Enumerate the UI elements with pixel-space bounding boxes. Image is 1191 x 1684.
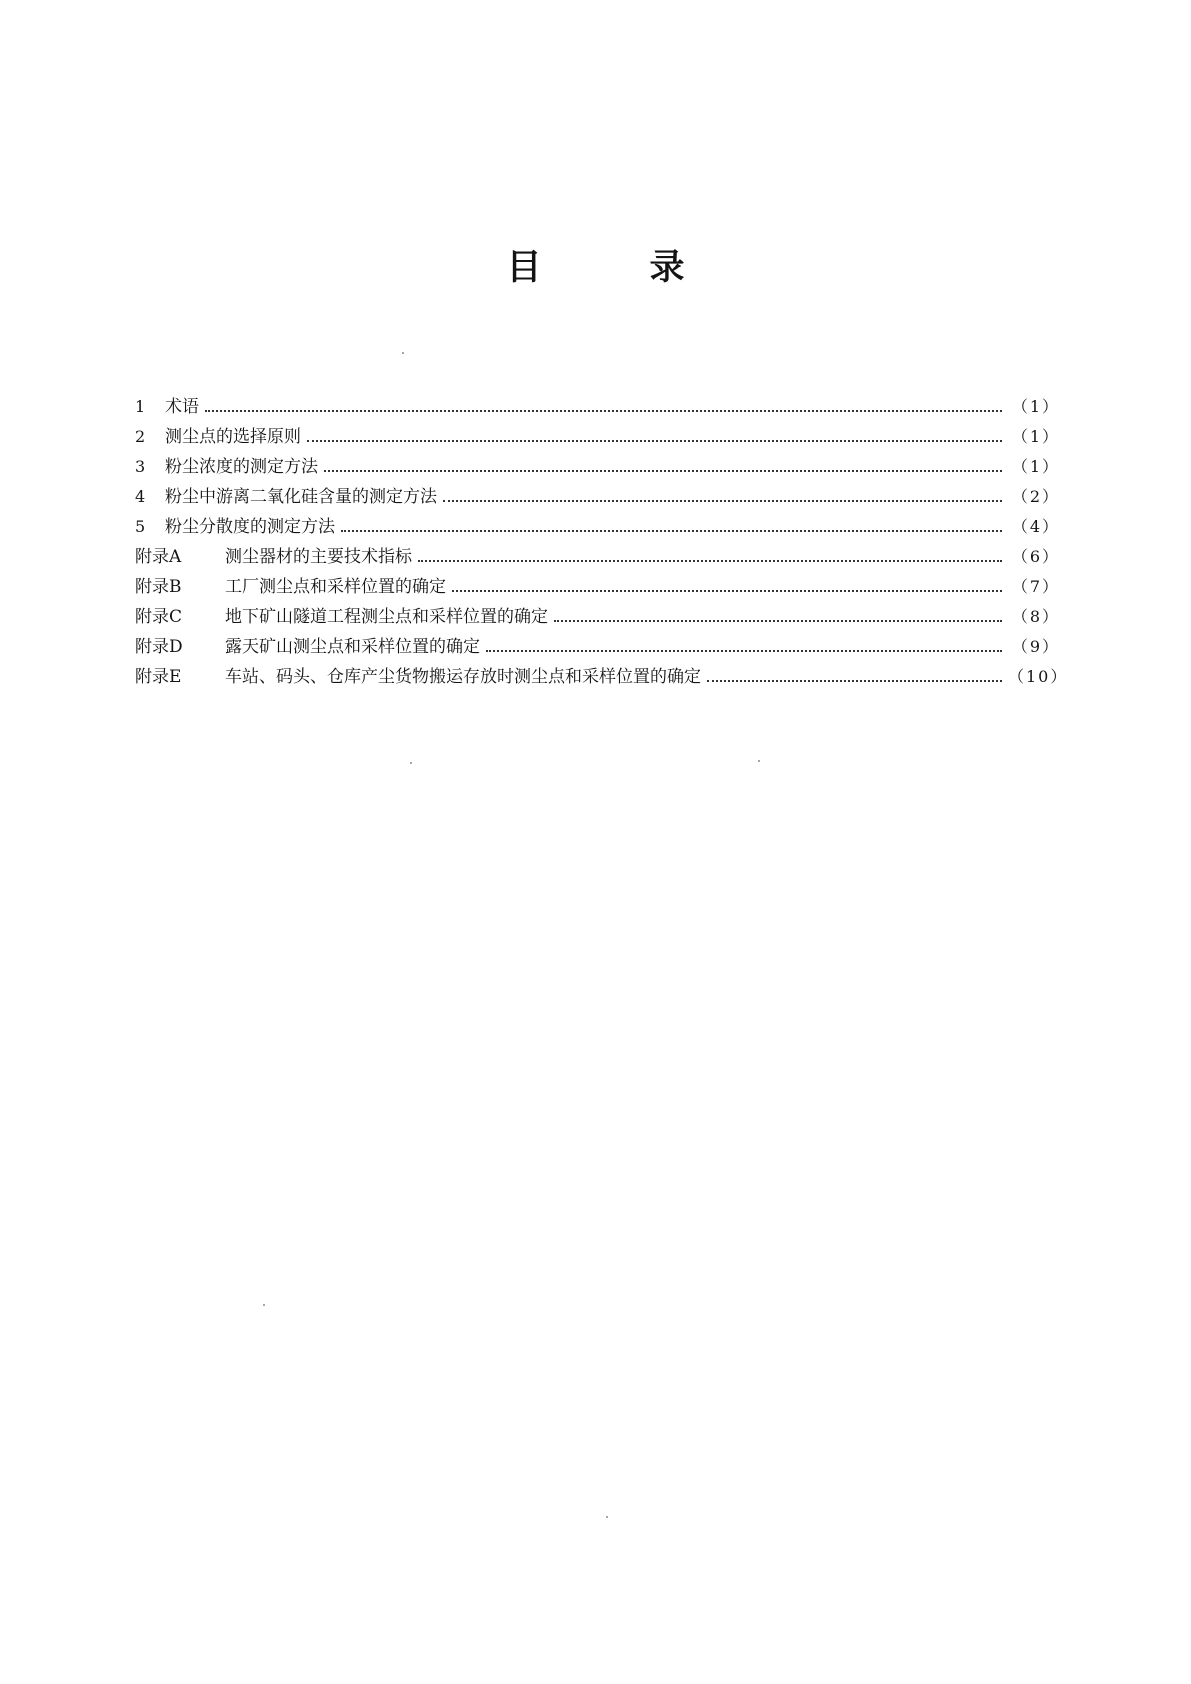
toc-entry-page: （1） xyxy=(1011,397,1060,416)
scan-speck xyxy=(402,352,404,354)
toc-entry-label: 工厂测尘点和采样位置的确定 xyxy=(225,577,446,597)
toc-leader-dots xyxy=(324,470,1002,472)
toc-entry-number: 附录B xyxy=(135,577,182,597)
toc-leader-dots xyxy=(443,500,1002,502)
toc-entry-label: 粉尘中游离二氧化硅含量的测定方法 xyxy=(165,487,437,507)
toc-entry-page: （8） xyxy=(1011,607,1060,626)
title-char-2: 录 xyxy=(649,248,685,288)
title-char-1: 目 xyxy=(506,248,542,288)
toc-entry-label: 术语 xyxy=(165,397,199,417)
scan-speck xyxy=(606,1516,608,1518)
toc-entry-label: 粉尘浓度的测定方法 xyxy=(165,457,318,477)
toc-entry-appendix-e xyxy=(135,662,1069,692)
scan-speck xyxy=(758,760,760,762)
toc-entry-appendix-d xyxy=(135,632,1060,662)
toc-entry-5 xyxy=(135,512,1060,542)
toc-entry-3 xyxy=(135,452,1060,482)
toc-leader-dots xyxy=(418,560,1002,562)
toc-entry-appendix-b xyxy=(135,572,1060,602)
toc-entry-appendix-c xyxy=(135,602,1060,632)
toc-entry-page: （2） xyxy=(1011,487,1060,506)
toc-entry-page: （9） xyxy=(1011,637,1060,656)
table-of-contents xyxy=(135,392,1069,692)
toc-entry-number: 4 xyxy=(135,487,146,506)
toc-leader-dots xyxy=(307,440,1002,442)
toc-entry-number: 5 xyxy=(135,517,146,536)
toc-entry-1 xyxy=(135,392,1060,422)
toc-leader-dots xyxy=(707,680,1002,682)
toc-leader-dots xyxy=(452,590,1002,592)
scan-speck xyxy=(263,1304,265,1306)
toc-entry-page: （7） xyxy=(1011,577,1060,596)
toc-entry-page: （4） xyxy=(1011,517,1060,536)
toc-entry-number: 1 xyxy=(135,397,146,416)
toc-entry-number: 附录C xyxy=(135,607,183,627)
page-title xyxy=(0,240,1191,290)
toc-entry-page: （1） xyxy=(1011,427,1060,446)
toc-entry-appendix-a xyxy=(135,542,1060,572)
toc-entry-label: 地下矿山隧道工程测尘点和采样位置的确定 xyxy=(225,607,548,627)
toc-leader-dots xyxy=(205,410,1002,412)
toc-leader-dots xyxy=(341,530,1002,532)
toc-entry-2 xyxy=(135,422,1060,452)
scan-speck xyxy=(410,762,412,764)
toc-entry-number: 附录A xyxy=(135,547,182,567)
toc-entry-label: 测尘器材的主要技术指标 xyxy=(225,547,412,567)
toc-entry-label: 粉尘分散度的测定方法 xyxy=(165,517,335,537)
toc-entry-page: （6） xyxy=(1011,547,1060,566)
toc-entry-number: 附录D xyxy=(135,637,183,657)
toc-entry-4 xyxy=(135,482,1060,512)
toc-entry-label: 测尘点的选择原则 xyxy=(165,427,301,447)
toc-leader-dots xyxy=(486,650,1002,652)
toc-entry-label: 车站、码头、仓库产尘货物搬运存放时测尘点和采样位置的确定 xyxy=(225,667,701,687)
toc-leader-dots xyxy=(554,620,1002,622)
toc-entry-number: 2 xyxy=(135,427,146,446)
toc-entry-page: （10） xyxy=(1008,667,1069,686)
toc-entry-number: 3 xyxy=(135,457,146,476)
toc-entry-number: 附录E xyxy=(135,667,182,687)
toc-entry-label: 露天矿山测尘点和采样位置的确定 xyxy=(225,637,480,657)
toc-entry-page: （1） xyxy=(1011,457,1060,476)
